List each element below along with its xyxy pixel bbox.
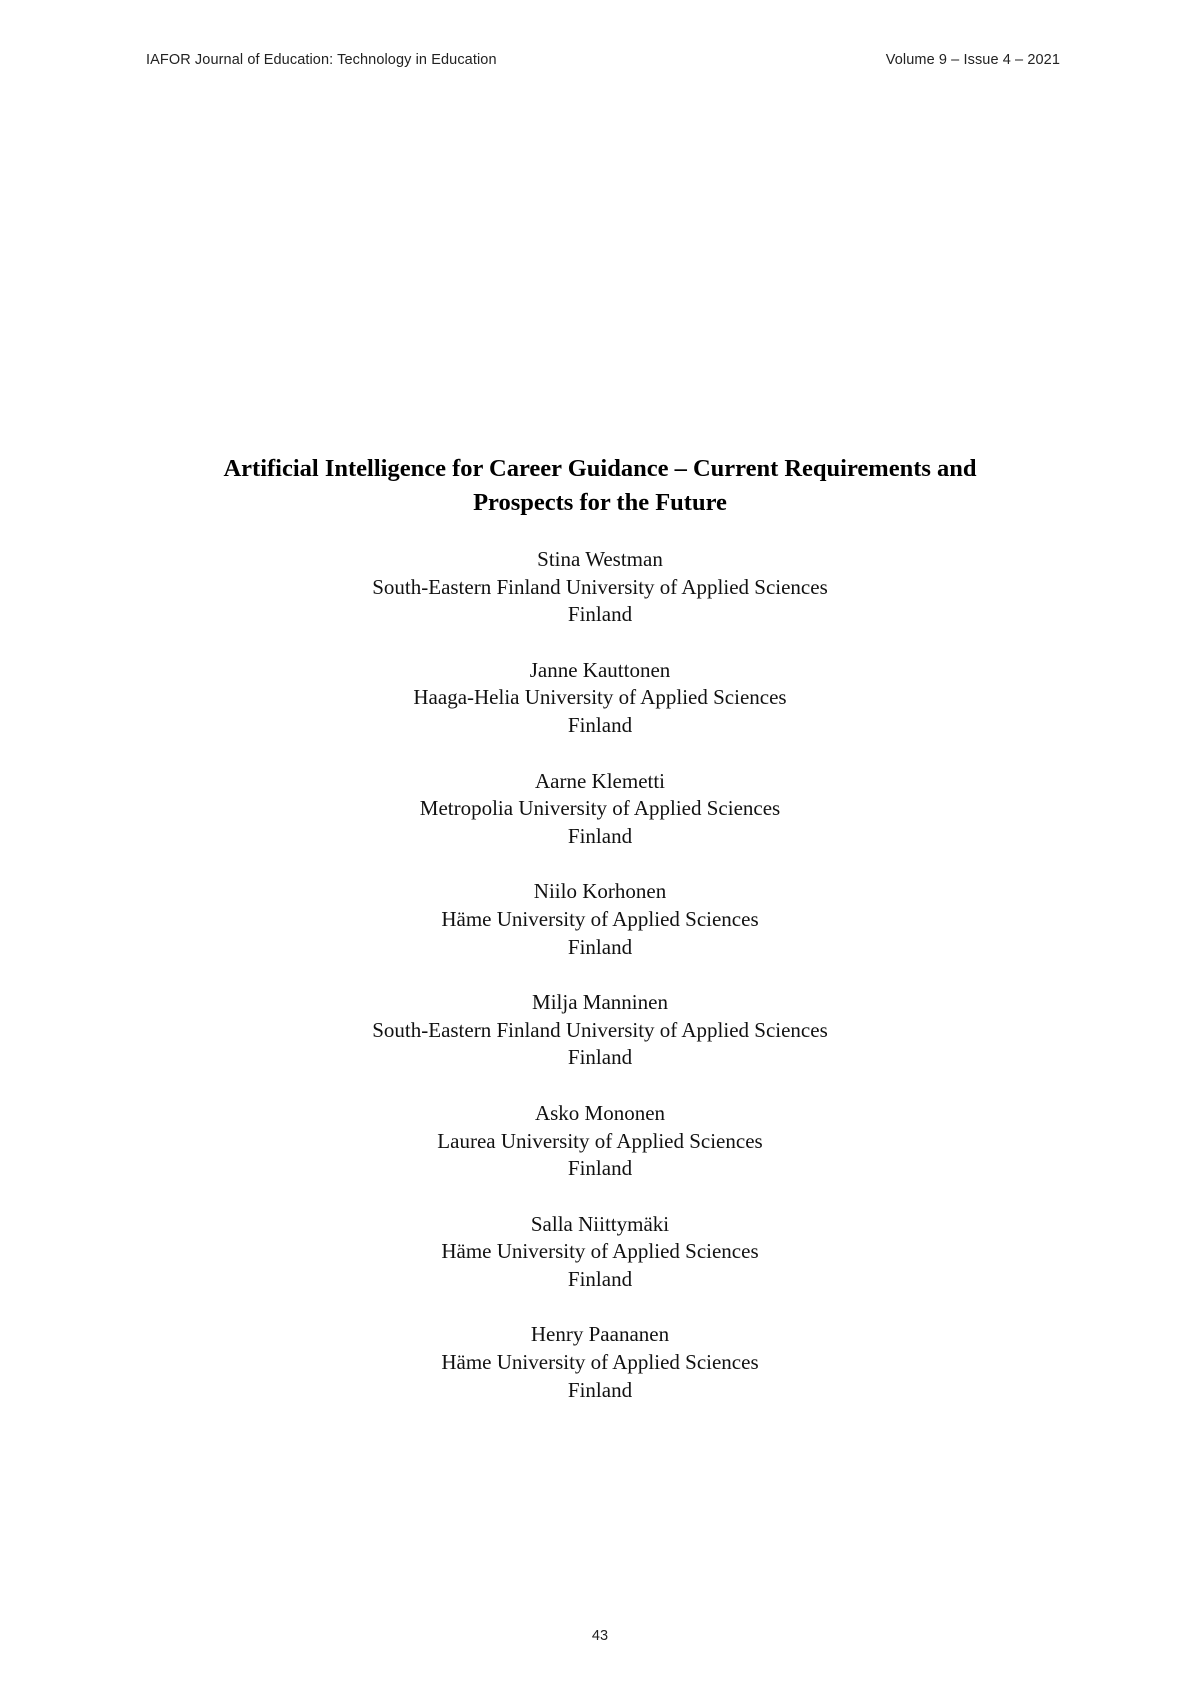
author-affiliation: South-Eastern Finland University of Applied Sciences [372, 1017, 828, 1042]
author-name: Aarne Klemetti [534, 768, 666, 793]
author-name: Salla Niittymäki [530, 1211, 670, 1236]
author-country: Finland [567, 1266, 633, 1291]
running-header [146, 52, 1060, 72]
author-entry [100, 1211, 1100, 1294]
title-line-1: Artificial Intelligence for Career Guidance – Current Requirements and [223, 455, 977, 482]
author-affiliation: Häme University of Applied Sciences [441, 1239, 759, 1264]
author-name: Asko Mononen [534, 1100, 666, 1125]
author-country: Finland [567, 712, 633, 737]
author-name: Stina Westman [537, 547, 663, 571]
author-country: Finland [567, 934, 633, 959]
author-affiliation: Metropolia University of Applied Sciences [419, 796, 781, 821]
article-title [100, 452, 1100, 520]
author-affiliation: Häme University of Applied Sciences [441, 1350, 759, 1375]
author-country: Finland [567, 602, 633, 627]
author-entry [100, 1100, 1100, 1183]
author-entry [100, 878, 1100, 961]
author-entry [100, 768, 1100, 851]
volume-issue: Volume 9 – Issue 4 – 2021 [885, 52, 1060, 68]
title-line-2: Prospects for the Future [473, 489, 727, 516]
author-entry [100, 989, 1100, 1072]
author-affiliation: Haaga-Helia University of Applied Sciences [413, 685, 787, 710]
author-country: Finland [567, 1045, 633, 1070]
author-affiliation: Laurea University of Applied Sciences [437, 1128, 763, 1153]
page-number: 43 [591, 1628, 609, 1644]
author-list [100, 546, 1100, 1432]
title-block [100, 452, 1100, 520]
author-name: Niilo Korhonen [533, 879, 667, 904]
author-country: Finland [567, 1377, 633, 1402]
author-name: Milja Manninen [532, 990, 668, 1015]
author-country: Finland [567, 823, 633, 848]
author-affiliation: South-Eastern Finland University of Applied Sciences [372, 574, 828, 599]
author-entry [100, 657, 1100, 740]
author-country: Finland [567, 1156, 633, 1181]
author-entry [100, 1321, 1100, 1404]
journal-name: IAFOR Journal of Education: Technology in Education [146, 52, 497, 68]
author-affiliation: Häme University of Applied Sciences [441, 906, 759, 931]
author-entry [100, 546, 1100, 629]
author-name: Janne Kauttonen [529, 657, 671, 682]
author-name: Henry Paananen [530, 1322, 670, 1347]
